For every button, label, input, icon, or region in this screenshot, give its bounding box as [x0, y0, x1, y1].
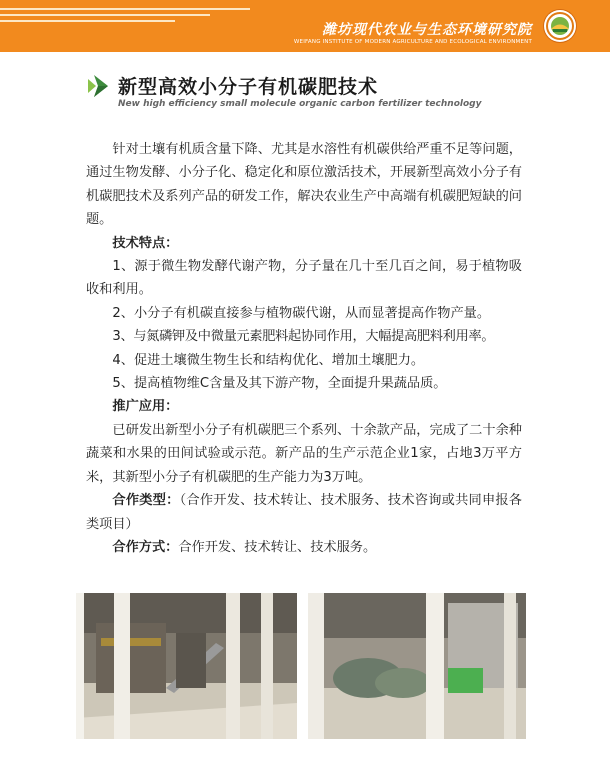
- coop-type-line: [86, 489, 522, 536]
- feature-item: 5、提高植物维C含量及其下游产物，全面提升果蔬品质。: [112, 376, 447, 392]
- intro-paragraph: 针对土壤有机质含量下降、尤其是水溶性有机碳供给严重不足等问题，通过生物发酵、小分子化、稳定化和原位激活技术，开展新型高效小分子有机碳肥技术及系列产品的研发工作，解决农业生产中高端有机碳肥短缺的问题。: [86, 142, 522, 228]
- header-stripe: [0, 8, 250, 10]
- feature-item: 4、促进土壤微生物生长和结构优化、增加土壤肥力。: [112, 352, 425, 368]
- title-arrow-icon: [86, 73, 112, 99]
- coop-mode-value: 合作开发、技术转让、技术服务。: [178, 539, 377, 555]
- institute-name-en: WEIFANG INSTITUTE OF MODERN AGRICULTURE AND ECOLOGICAL ENVIRONMENT: [293, 39, 532, 45]
- coop-type-label: 合作类型：: [112, 493, 180, 509]
- coop-mode-line: [86, 536, 522, 559]
- header-stripe: [0, 20, 175, 22]
- header-stripe: [0, 14, 210, 16]
- institute-logo: [544, 10, 576, 42]
- factory-photo-right: [308, 593, 526, 739]
- factory-photo-left: [76, 593, 297, 739]
- feature-item: 1、源于微生物发酵代谢产物，分子量在几十至几百之间，易于植物吸收和利用。: [86, 259, 522, 298]
- institute-logo-icon: [544, 10, 576, 42]
- feature-item: 3、与氮磷钾及中微量元素肥料起协同作用，大幅提高肥料利用率。: [112, 329, 495, 345]
- application-paragraph: 已研发出新型小分子有机碳肥三个系列、十余款产品，完成了二十余种蔬菜和水果的田间试验或示范。新产品的生产示范企业1家，占地3万平方米，其新型小分子有机碳肥的生产能力为3万吨。: [86, 422, 522, 485]
- feature-item: 2、小分子有机碳直接参与植物碳代谢，从而显著提高作物产量。: [112, 305, 491, 321]
- main-content: [86, 138, 522, 559]
- page-title: 新型高效小分子有机碳肥技术: [118, 76, 379, 98]
- application-heading: 推广应用：: [112, 399, 179, 415]
- coop-mode-label: 合作方式：: [112, 539, 179, 555]
- page-subtitle-en: New high efficiency small molecule organic carbon fertilizer technology: [118, 99, 482, 109]
- page-header: [0, 0, 610, 52]
- features-heading: 技术特点：: [112, 235, 179, 251]
- coop-type-value: （合作开发、技术转让、技术服务、技术咨询或共同申报各类项目）: [86, 493, 522, 532]
- institute-name-cn: 潍坊现代农业与生态环境研究院: [322, 22, 532, 38]
